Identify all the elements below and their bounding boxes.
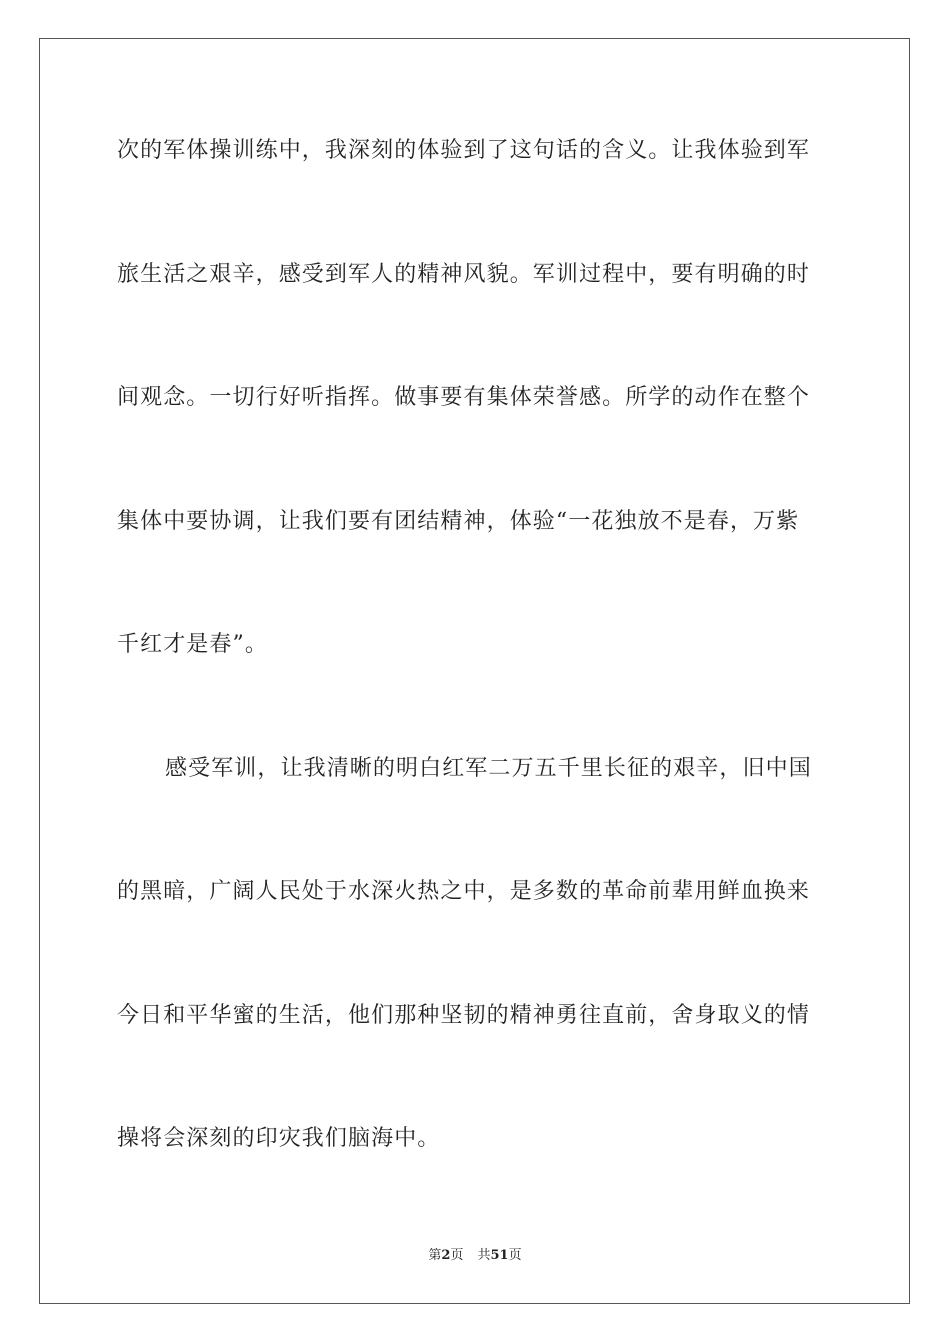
text-line: 次的军体操训练中，我深刻的体验到了这句话的含义。让我体验到军 [117, 138, 811, 163]
total-suffix: 页 [508, 1248, 522, 1263]
total-pages: 51 [490, 1248, 509, 1263]
page-number: 2 [441, 1248, 451, 1263]
total-prefix: 共 [477, 1248, 491, 1263]
page-footer [0, 1247, 950, 1265]
page-frame [39, 38, 910, 1304]
text-line: 间观念。一切行好听指挥。做事要有集体荣誉感。所学的动作在整个 [117, 385, 811, 410]
text-line: 感受军训，让我清晰的明白红军二万五千里长征的艰辛，旧中国 [165, 756, 812, 781]
page-suffix: 页 [450, 1248, 464, 1263]
page-prefix: 第 [428, 1248, 442, 1263]
text-line: 今日和平华蜜的生活，他们那种坚韧的精神勇往直前，舍身取义的情 [117, 1003, 811, 1028]
text-line: 千红才是春”。 [117, 632, 268, 657]
text-line: 的黑暗，广阔人民处于水深火热之中，是多数的革命前辈用鲜血换来 [117, 879, 811, 904]
text-line: 操将会深刻的印灾我们脑海中。 [117, 1126, 441, 1151]
text-line: 旅生活之艰辛，感受到军人的精神风貌。军训过程中，要有明确的时 [117, 262, 811, 287]
text-line: 集体中要协调，让我们要有团结精神，体验“一花独放不是春，万紫 [117, 509, 800, 534]
